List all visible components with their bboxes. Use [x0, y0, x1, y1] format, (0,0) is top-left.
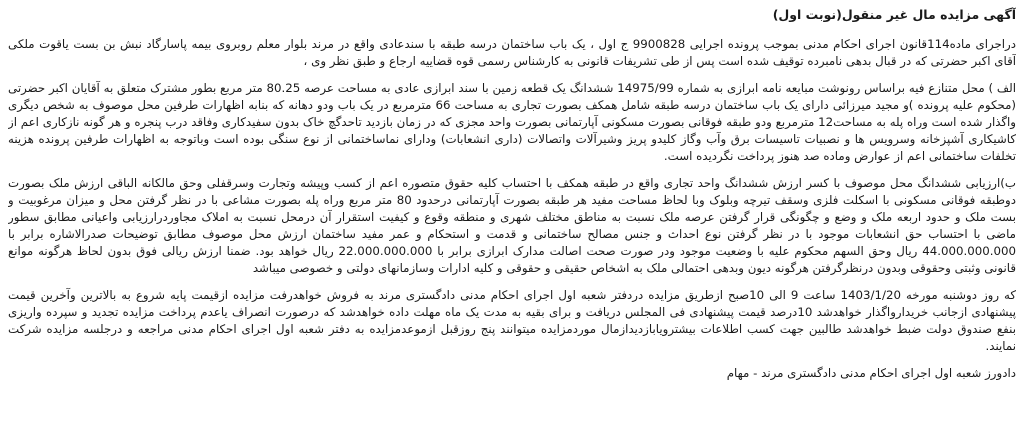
property-description-paragraph: الف ) محل متنازع فیه براساس رونوشت مبایعه نامه ابرازی به شماره 14975/99 ششدانگ یک قطعه زمین با سند ابرازی عادی به مساحت عرصه 80.25 متر مربع بطور مشترک متعلق به آقایان اکبر حضرتی (محکوم علیه پرونده )و مجید میرزائی دارای یک باب ساختمان درسه طبقه شامل همکف بصورت تجاری به مساحت 66 مترمربع در یک باب ودو دهانه که بنابه اظهارات طرفین محل موصوف به شخص دیگری واگذار شده است وراه پله به مساحت12 مترمربع ودو طبقه فوقانی بصورت مسکونی آپارتمانی بصورت واحد مجزی که در زمان بازدید تاحدگچ خاک بدون سفیدکاری وفاقد درب پنجره و هر گونه نازکاری اعم از کاشیکاری آشپزخانه وسرویس ها و نصبیات تاسیسات برق وآب وگاز کلیدو پریز وشیرآلات واتصالات (داری انشعابات) ودارای نماساختمانی از نوع سنگی بوده است وباتوجه به اظهارات طرفین پرونده هزینه تخلفات ساختمانی اعم از عوارض وماده صد هنوز پرداخت نگردیده است. — [8, 81, 1016, 163]
notice-title: آگهی مزایده مال غیر منقول(نوبت اول) — [772, 7, 1016, 22]
auction-notice — [8, 6, 1016, 436]
valuation-paragraph: ب)ارزیابی ششدانگ محل موصوف با کسر ارزش ششدانگ واحد تجاری واقع در طبقه همکف با احتساب کلیه حقوق متصوره اعم از کسب وپیشه وتجارت وسرقفلی وحق مالکانه الباقی ارزش ملک بصورت دوطبقه فوقانی مسکونی با اسکلت فلزی وسقف تیرچه وبلوک وبا لحاظ مساحت مفید هر طبقه بصورت آپارتمانی درحدود 80 متر مربع وراه پله بصورت مشاعی با در نظر گرفتن محل و میزان مرغوبیت و بست ملک و حدود اربعه ملک و وضع و چگونگی قرار گرفتن عرصه ملک نسبت به مناطق مختلف شهری و منطقه وقوع و کیفیت استقرار آن درمحل نسبت به املاک مجاوردرارزیابی واعیانی مطابق سطور ماضی با احتساب حق انشعابات موجود با در نظر گرفتن نوع احداث و جنس مصالح ساختمانی و قدمت و استحکام و عمر مفید ساختمان ارزش محل موصوف مطابق توضیحات صدرالاشاره برابر با 44.000.000.000 ریال وحق السهم محکوم علیه با وضعیت موجود ودر صورت صحت اصالت مدارک ابرازی برابر با 22.000.000.000 ریال خواهد بود. ضمنا ارزش ریالی فوق بدون لحاظ هرگونه موانع قانونی وثبتی وحقوقی وبدون درنظرگرفتن هرگونه دیون وبدهی احتمالی ملک به اشخاص حقیقی و حقوقی و کلیه ادارات وسازمانهای دولتی و خصوصی میباشد — [8, 176, 1016, 275]
auction-terms-paragraph: که روز دوشنبه مورخه 1403/1/20 ساعت 9 الی 10صبح ازطریق مزایده دردفتر شعبه اول اجرای احکام مدنی دادگستری مرند به فروش خواهدرفت مزایده ازقیمت پایه شروع به بالاترین وآخرین قیمت پیشنهادی ازجانب خریدارواگذار خواهدشد 10درصد قیمت پیشنهادی فی المجلس دریافت و برای بقیه به مدت یک ماه مهلت داده خواهدشد که درصورت انصراف یاعدم پرداخت مزایده تجدید و سپرده واریزی بنفع صندوق دولت ضبط خواهدشد طالبین جهت کسب اطلاعات بیشترویابازدیدازمال موردمزایده میتوانند پنج روزقبل ازموعدمزایده به دفتر شعبه اول اجرای احکام مدنی مراجعه و درجلسه مزایده شرکت نمایند. — [8, 288, 1016, 353]
intro-paragraph: دراجرای ماده114قانون اجرای احکام مدنی بموجب پرونده اجرایی 9900828 ج اول ، یک باب ساختمان درسه طبقه با سندعادی واقع در مرند بلوار معلم روبروی بیمه پاسارگاد نبش بن بست یاقوت ملکی آقای اکبر حضرتی که در قبال بدهی نامبرده توقیف شده است پس از طی تشریفات قانونی به کارشناس رسمی قوه قضاییه ارجاع و طبق نظر وی ، — [8, 37, 1016, 68]
signature-line: دادورز شعبه اول اجرای احکام مدنی دادگستری مرند - مهام — [726, 366, 1016, 380]
